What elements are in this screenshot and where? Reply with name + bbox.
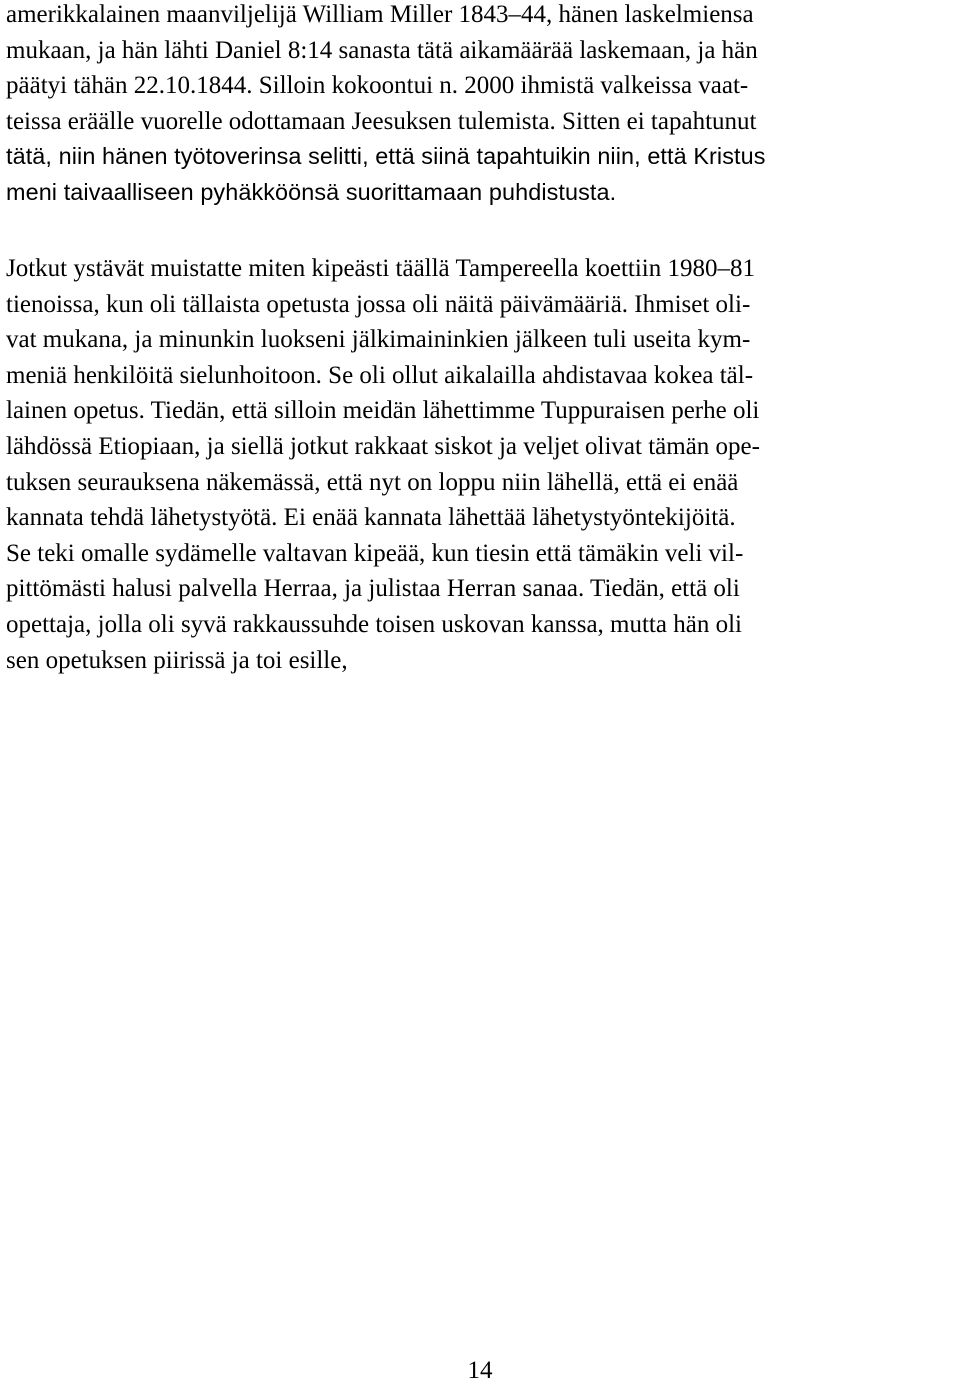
paragraph-line: sen opetuksen piirissä ja toi esille, [6,646,348,674]
paragraph-line: tienoissa, kun oli tällaista opetusta jossa oli näitä päivämääriä. Ihmiset oli- [6,290,751,318]
paragraph-line: Jotkut ystävät muistatte miten kipeästi täällä Tampereella koettiin 1980–81 [6,255,755,282]
paragraph-line: amerikkalainen maanviljelijä William Miller 1843–44, hänen laskelmiensa [6,1,754,28]
paragraph-2 [6,251,956,678]
paragraph-line: teissa eräälle vuorelle odottamaan Jeesuksen tulemista. Sitten ei tapahtunut [6,107,757,135]
paragraph-line: meniä henkilöitä sielunhoitoon. Se oli ollut aikalailla ahdistavaa kokea täl- [6,361,754,389]
paragraph-line: mukaan, ja hän lähti Daniel 8:14 sanasta tätä aikamäärää laskemaan, ja hän [6,36,758,64]
paragraph-line: vat mukana, ja minunkin luokseni jälkimaininkien jälkeen tuli useita kym- [6,326,751,354]
paragraph-line: lähdössä Etiopiaan, ja siellä jotkut rakkaat siskot ja veljet olivat tämän ope- [6,432,760,460]
paragraph-line: lainen opetus. Tiedän, että silloin meidän lähettimme Tuppuraisen perhe oli [6,397,760,425]
paragraph-line: meni taivaalliseen pyhäkköönsä suorittamaan puhdistusta. [6,178,617,205]
paragraph-line: opettaja, jolla oli syvä rakkaussuhde toisen uskovan kanssa, mutta hän oli [6,610,742,638]
paragraph-line: päätyi tähän 22.10.1844. Silloin kokoontui n. 2000 ihmistä valkeissa vaat- [6,72,749,100]
paragraph-line: tätä, niin hänen työtoverinsa selitti, että siinä tapahtuikin niin, että Kristus [6,143,766,170]
paragraph-1 [6,0,956,211]
page-number: 14 [467,1357,493,1384]
paragraph-line: kannata tehdä lähetystyötä. Ei enää kannata lähettää lähetystyöntekijöitä. [6,504,736,532]
paragraph-line: Se teki omalle sydämelle valtavan kipeää, kun tiesin että tämäkin veli vil- [6,539,744,567]
paragraph-line: pittömästi halusi palvella Herraa, ja julistaa Herran sanaa. Tiedän, että oli [6,575,740,603]
paragraph-line: tuksen seurauksena näkemässä, että nyt on loppu niin lähellä, että ei enää [6,468,739,496]
